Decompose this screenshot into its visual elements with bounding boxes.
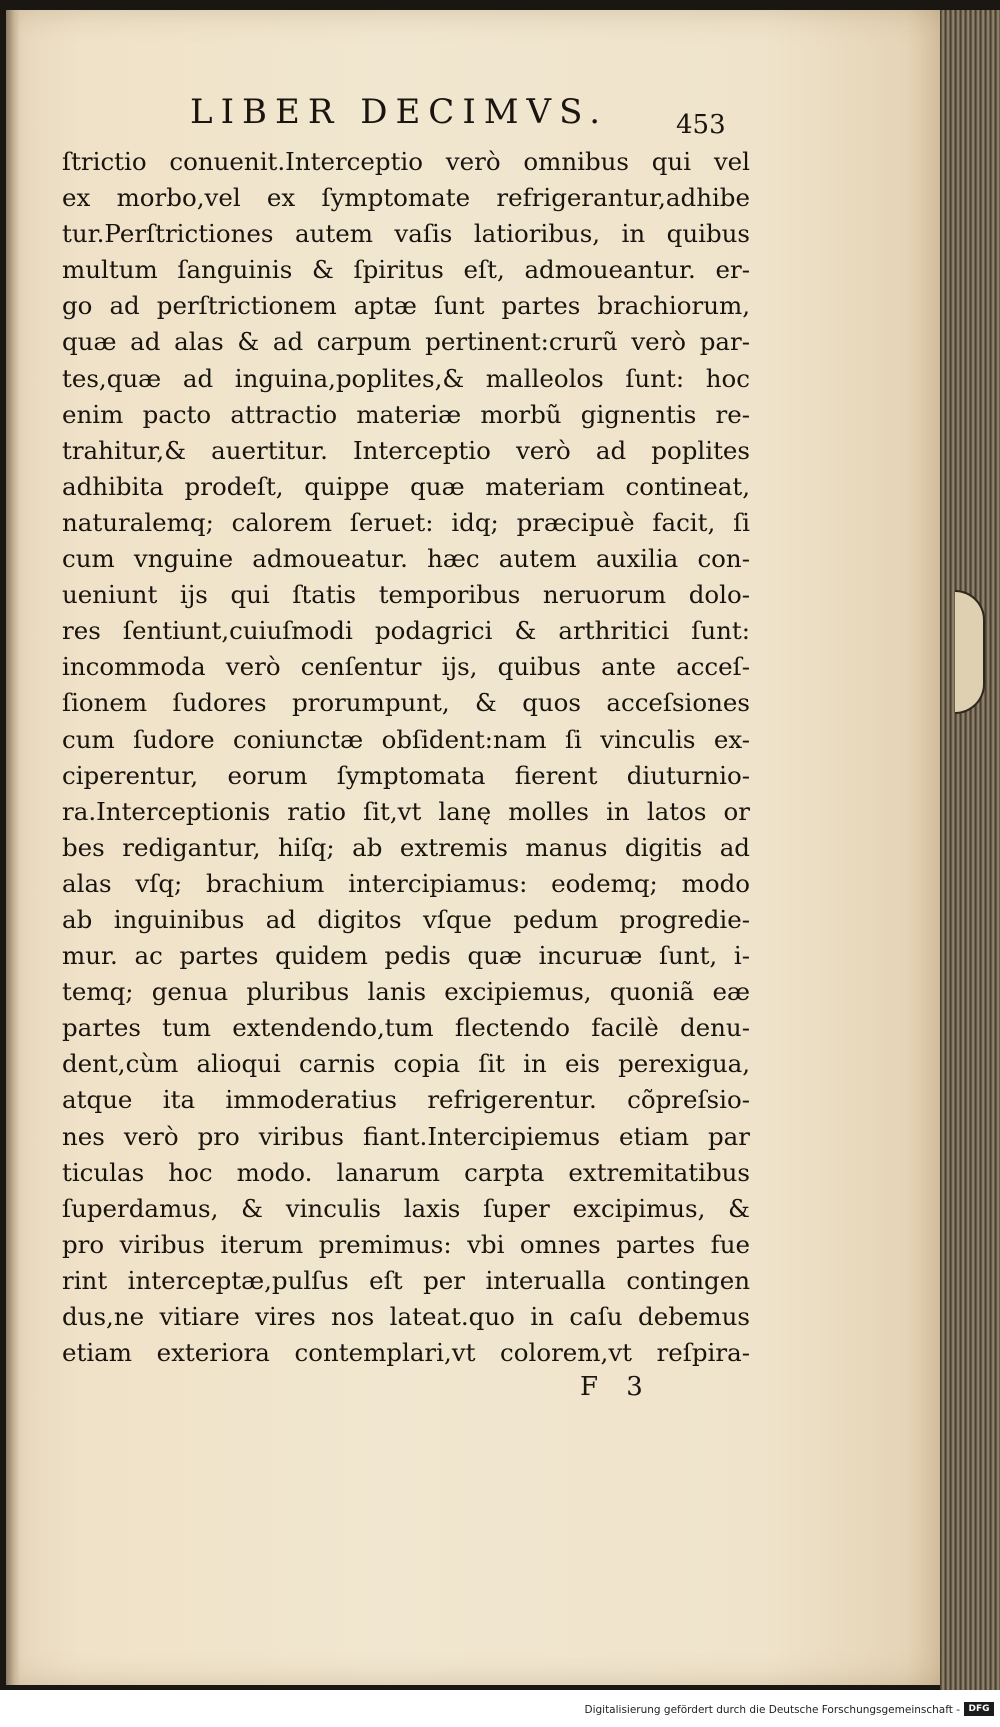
text-line: ab inguinibus ad digitos vſque pedum progredie-: [62, 904, 750, 934]
text-line: mur. ac partes quidem pedis quæ incuruæ ſunt, i-: [62, 941, 750, 971]
text-line: adhibita prodeſt, quippe quæ materiam contineat,: [62, 471, 750, 501]
text-line: cum ſudore coniunctæ obſident:nam ſi vinculis ex-: [62, 724, 750, 754]
text-line: etiam exteriora contemplari,vt colorem,vt reſpira-: [62, 1338, 750, 1368]
running-title: LIBER DECIMVS.: [190, 92, 608, 132]
text-line: cum vnguine admoueatur. hæc autem auxilia con-: [62, 544, 750, 574]
page-stack-edge: [940, 10, 1000, 1690]
text-line: ſtrictio conuenit.Interceptio verò omnibus qui vel: [62, 147, 750, 176]
text-line: ſuperdamus, & vinculis laxis ſuper excipimus, &: [62, 1193, 750, 1223]
text-line: ueniunt ijs qui ſtatis temporibus neruorum dolo-: [62, 580, 750, 610]
page-gutter-shadow: [6, 10, 20, 1685]
text-line: ex morbo,vel ex ſymptomate refrigerantur,adhibe: [62, 183, 750, 213]
text-line: dent,cùm alioqui carnis copia ſit in eis perexigua,: [62, 1049, 750, 1079]
signature-mark: F 3: [580, 1372, 643, 1402]
text-line: ciperentur, eorum ſymptomata fierent diuturnio-: [62, 760, 750, 790]
text-line: ra.Interceptionis ratio ſit,vt lanę molles in latos or: [62, 796, 750, 826]
text-line: partes tum extendendo,tum flectendo facilè denu-: [62, 1013, 750, 1043]
text-line: go ad perſtrictionem aptæ ſunt partes brachiorum,: [62, 291, 750, 321]
text-line: trahitur,& auertitur. Interceptio verò ad poplites: [62, 435, 750, 465]
page-number: 453: [676, 110, 726, 140]
text-line: tes,quæ ad inguina,poplites,& malleolos ſunt: hoc: [62, 363, 750, 393]
funding-credit: Digitalisierung gefördert durch die Deutsche Forschungsgemeinschaft -: [584, 1704, 960, 1716]
text-line: tur.Perſtrictiones autem vaſis latioribus, in quibus: [62, 219, 750, 249]
text-line: alas vſq; brachium intercipiamus: eodemq; modo: [62, 868, 750, 898]
text-line: incommoda verò cenſentur ijs, quibus ante acceſ-: [62, 652, 750, 682]
text-line: bes redigantur, hiſq; ab extremis manus digitis ad: [62, 832, 750, 862]
text-line: naturalemq; calorem ſeruet: idq; præcipuè facit, ſi: [62, 507, 750, 537]
text-line: pro viribus iterum premimus: vbi omnes partes fue: [62, 1229, 750, 1259]
text-line: enim pacto attractio materiæ morbũ gignentis re-: [62, 399, 750, 429]
body-text: [62, 144, 750, 1371]
text-line: dus,ne vitiare vires nos lateat.quo in caſu debemus: [62, 1302, 750, 1331]
text-line: quæ ad alas & ad carpum pertinent:crurũ verò par-: [62, 327, 750, 357]
text-line: multum ſanguinis & ſpiritus eſt, admoueantur. er-: [62, 255, 750, 285]
text-line: res ſentiunt,cuiuſmodi podagrici & arthritici ſunt:: [62, 616, 750, 646]
text-line: ticulas hoc modo. lanarum carpta extremitatibus: [62, 1157, 750, 1187]
dfg-logo-icon: DFG: [964, 1702, 994, 1716]
text-line: ſionem ſudores prorumpunt, & quos acceſsiones: [62, 688, 750, 718]
text-line: temq; genua pluribus lanis excipiemus, quoniã eæ: [62, 977, 750, 1007]
text-line: rint interceptæ,pulſus eſt per interualla contingen: [62, 1265, 750, 1295]
text-line: nes verò pro viribus fiant.Intercipiemus etiam par: [62, 1121, 750, 1151]
book-tab-clip: [955, 590, 985, 714]
text-line: atque ita immoderatius refrigerentur. cõpreſsio-: [62, 1085, 750, 1115]
